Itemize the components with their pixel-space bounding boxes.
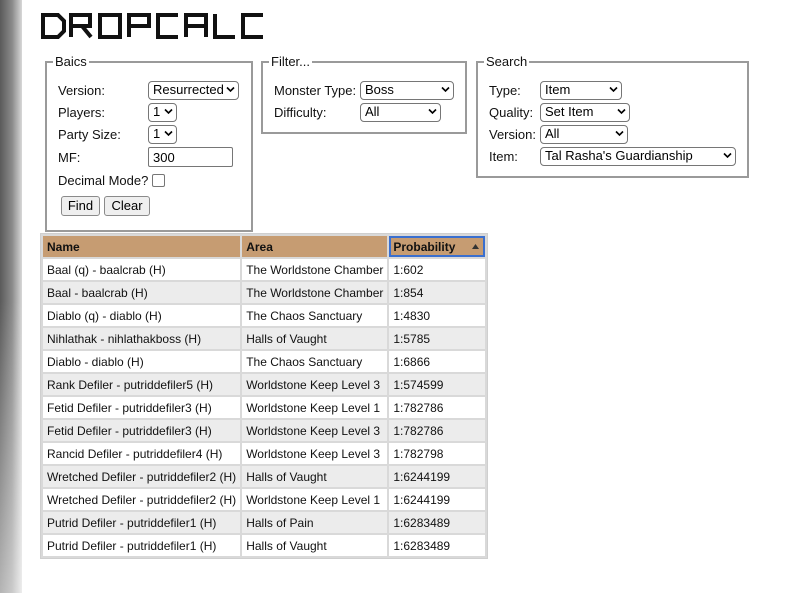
party-size-label: Party Size: (58, 127, 121, 142)
area-cell: Halls of Vaught (242, 328, 387, 349)
search-legend: Search (486, 54, 528, 69)
difficulty-label: Difficulty: (274, 105, 327, 120)
area-cell: Worldstone Keep Level 3 (242, 443, 387, 464)
name-cell: Diablo (q) - diablo (H) (43, 305, 240, 326)
mf-input[interactable] (148, 147, 233, 167)
table-header-row (43, 236, 485, 257)
area-cell: Worldstone Keep Level 3 (242, 374, 387, 395)
area-cell: Worldstone Keep Level 1 (242, 489, 387, 510)
table-row[interactable] (43, 282, 485, 303)
players-select[interactable]: 1 (148, 103, 177, 122)
chevron-down-icon (609, 86, 618, 93)
filter-legend: Filter... (271, 54, 311, 69)
monster-type-select[interactable]: Boss (360, 81, 454, 100)
probability-cell: 1:4830 (389, 305, 485, 326)
version-label: Version: (58, 83, 105, 98)
probability-cell: 1:6283489 (389, 512, 485, 533)
probability-cell: 1:574599 (389, 374, 485, 395)
table-row[interactable] (43, 305, 485, 326)
area-cell: Halls of Vaught (242, 535, 387, 556)
dropcalc-logo (40, 12, 266, 40)
name-cell: Putrid Defiler - putriddefiler1 (H) (43, 535, 240, 556)
probability-cell: 1:782786 (389, 420, 485, 441)
name-cell: Wretched Defiler - putriddefiler2 (H) (43, 489, 240, 510)
probability-cell: 1:6283489 (389, 535, 485, 556)
name-cell: Rank Defiler - putriddefiler5 (H) (43, 374, 240, 395)
probability-cell: 1:782798 (389, 443, 485, 464)
area-column-header[interactable]: Area (242, 236, 387, 257)
chevron-down-icon (164, 130, 173, 137)
table-row[interactable] (43, 259, 485, 280)
item-select[interactable]: Tal Rasha's Guardianship (540, 147, 736, 166)
chevron-down-icon (617, 108, 626, 115)
name-cell: Rancid Defiler - putriddefiler4 (H) (43, 443, 240, 464)
basics-legend: Baics (55, 54, 87, 69)
table-row[interactable] (43, 397, 485, 418)
left-gradient-bar (0, 0, 22, 593)
area-cell: The Worldstone Chamber (242, 282, 387, 303)
probability-cell: 1:854 (389, 282, 485, 303)
table-row[interactable] (43, 374, 485, 395)
monster-type-label: Monster Type: (274, 83, 357, 98)
name-cell: Nihlathak - nihlathakboss (H) (43, 328, 240, 349)
quality-label: Quality: (489, 105, 534, 120)
name-cell: Fetid Defiler - putriddefiler3 (H) (43, 420, 240, 441)
decimal-mode-checkbox[interactable] (152, 174, 165, 187)
name-cell: Putrid Defiler - putriddefiler1 (H) (43, 512, 240, 533)
probability-cell: 1:6866 (389, 351, 485, 372)
table-row[interactable] (43, 328, 485, 349)
name-cell: Wretched Defiler - putriddefiler2 (H) (43, 466, 240, 487)
probability-cell: 1:6244199 (389, 466, 485, 487)
chevron-down-icon (428, 108, 437, 115)
decimal-mode-label: Decimal Mode? (58, 173, 149, 188)
area-cell: Worldstone Keep Level 1 (242, 397, 387, 418)
chevron-down-icon (164, 108, 173, 115)
sort-ascending-icon (472, 244, 479, 249)
name-column-header[interactable]: Name (43, 236, 240, 257)
area-cell: Halls of Pain (242, 512, 387, 533)
area-cell: The Chaos Sanctuary (242, 305, 387, 326)
table-row[interactable] (43, 512, 485, 533)
probability-column-header[interactable]: Probability (389, 236, 485, 257)
table-row[interactable] (43, 351, 485, 372)
probability-cell: 1:5785 (389, 328, 485, 349)
area-cell: The Worldstone Chamber (242, 259, 387, 280)
results-table (40, 233, 488, 559)
mf-label: MF: (58, 150, 81, 165)
search-type-label: Type: (489, 83, 521, 98)
players-label: Players: (58, 105, 105, 120)
name-cell: Fetid Defiler - putriddefiler3 (H) (43, 397, 240, 418)
quality-select[interactable]: Set Item (540, 103, 630, 122)
chevron-down-icon (226, 86, 235, 93)
search-version-select[interactable]: All (540, 125, 628, 144)
search-type-select[interactable]: Item (540, 81, 622, 100)
table-row[interactable] (43, 443, 485, 464)
table-row[interactable] (43, 489, 485, 510)
difficulty-select[interactable]: All (360, 103, 441, 122)
table-row[interactable] (43, 466, 485, 487)
area-cell: Worldstone Keep Level 3 (242, 420, 387, 441)
area-cell: The Chaos Sanctuary (242, 351, 387, 372)
probability-cell: 1:6244199 (389, 489, 485, 510)
chevron-down-icon (723, 152, 732, 159)
table-row[interactable] (43, 535, 485, 556)
probability-cell: 1:602 (389, 259, 485, 280)
party-size-select[interactable]: 1 (148, 125, 177, 144)
table-row[interactable] (43, 420, 485, 441)
probability-cell: 1:782786 (389, 397, 485, 418)
area-cell: Halls of Vaught (242, 466, 387, 487)
item-label: Item: (489, 149, 518, 164)
name-cell: Diablo - diablo (H) (43, 351, 240, 372)
find-button[interactable]: Find (61, 196, 100, 216)
clear-button[interactable]: Clear (104, 196, 150, 216)
name-cell: Baal - baalcrab (H) (43, 282, 240, 303)
version-select[interactable]: Resurrected (148, 81, 239, 100)
chevron-down-icon (441, 86, 450, 93)
search-version-label: Version: (489, 127, 536, 142)
chevron-down-icon (615, 130, 624, 137)
name-cell: Baal (q) - baalcrab (H) (43, 259, 240, 280)
